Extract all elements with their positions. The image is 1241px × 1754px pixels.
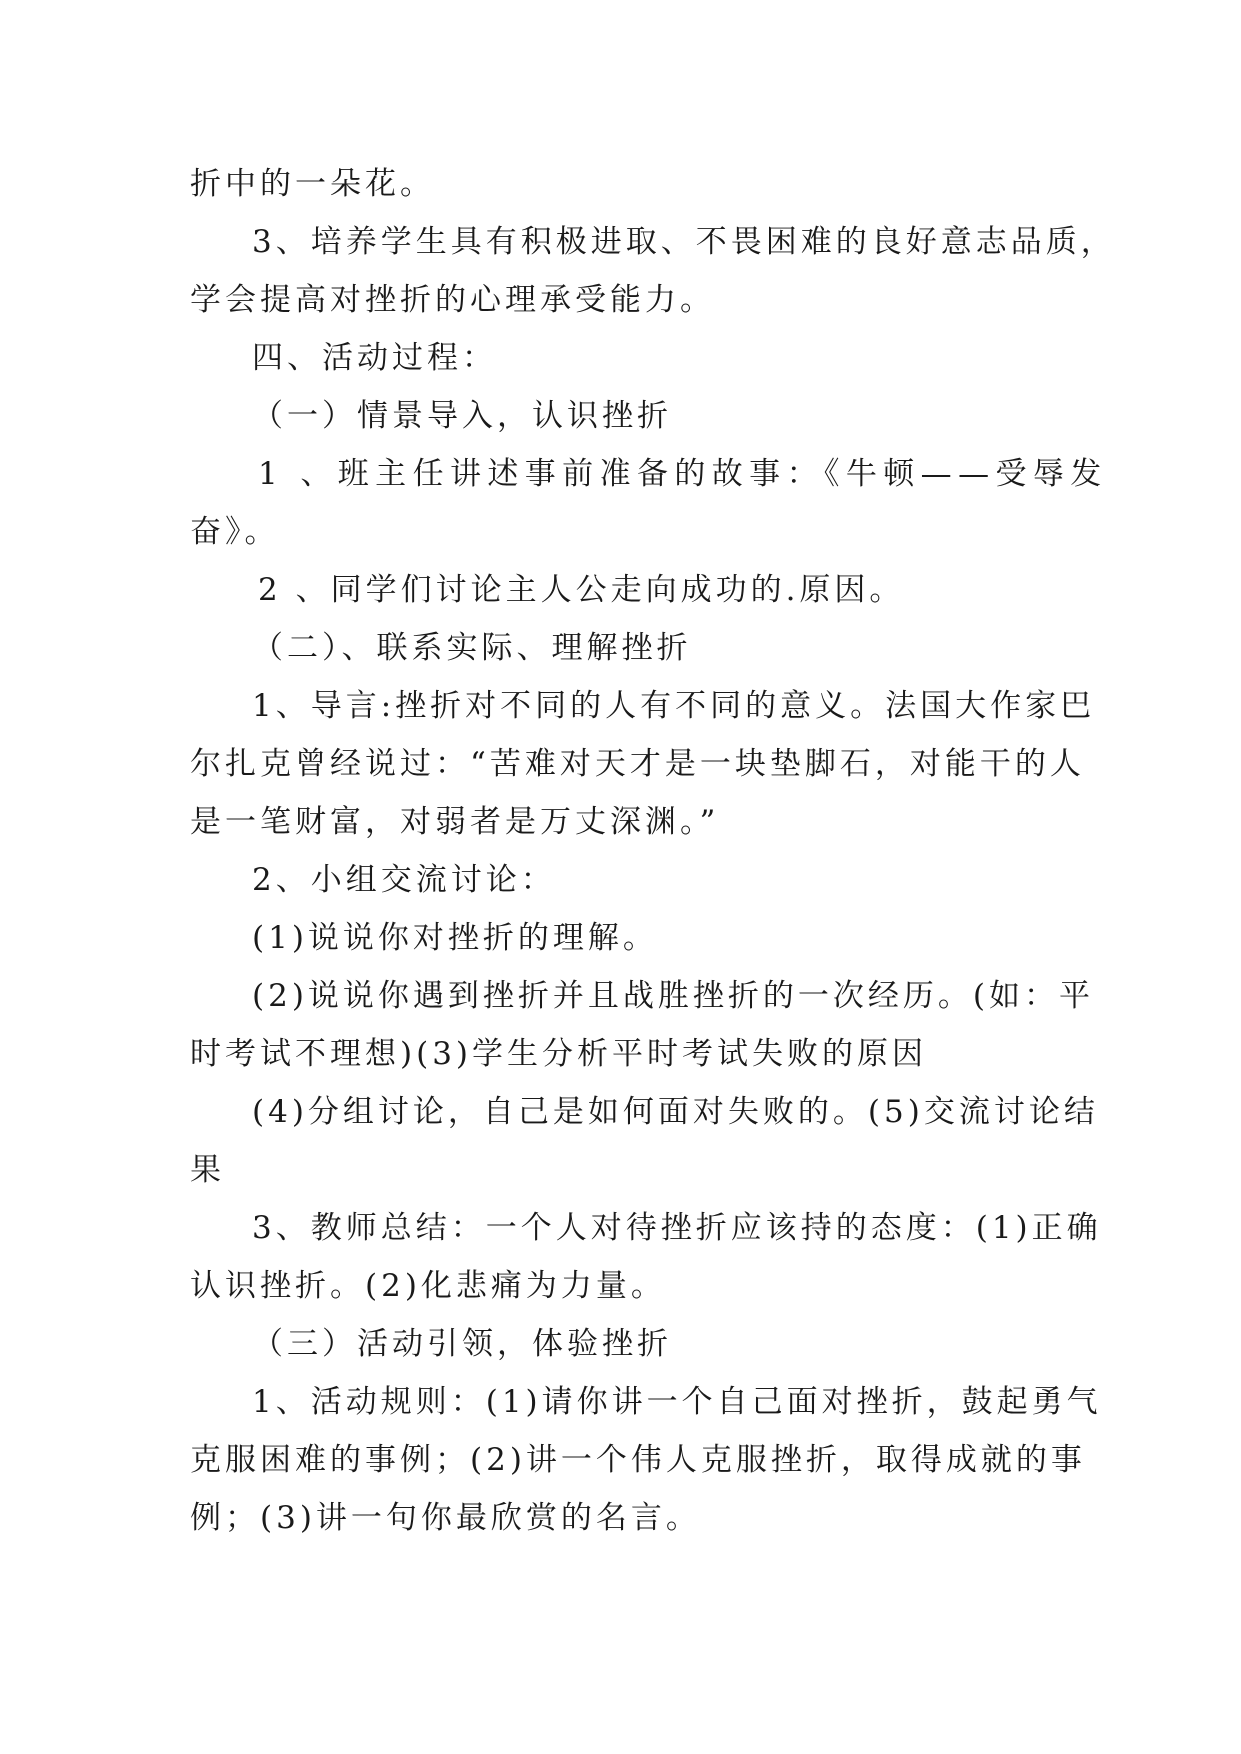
paragraph-line: 果 (190, 1152, 225, 1188)
paragraph-line: 是一笔财富，对弱者是万丈深渊。” (190, 804, 720, 840)
paragraph-line: 尔扎克曾经说过：“苦难对天才是一块垫脚石，对能干的人 (190, 746, 1085, 782)
subsection-heading: （一）情景导入，认识挫折 (252, 398, 672, 434)
paragraph-line: 折中的一朵花。 (190, 166, 435, 202)
paragraph-line: 例；(3)讲一句你最欣赏的名言。 (190, 1500, 701, 1536)
paragraph-line: (4)分组讨论，自己是如何面对失败的。(5)交流讨论结 (252, 1094, 1099, 1130)
paragraph-line: 奋》。 (190, 514, 280, 550)
paragraph-line: 学会提高对挫折的心理承受能力。 (190, 282, 715, 318)
section-heading: 四、活动过程： (252, 340, 497, 376)
paragraph-line: 2 、同学们讨论主人公走向成功的.原因。 (258, 572, 905, 608)
paragraph-line: 3、教师总结：一个人对待挫折应该持的态度：(1)正确 (252, 1210, 1102, 1246)
paragraph-line: 克服困难的事例；(2)讲一个伟人克服挫折，取得成就的事 (190, 1442, 1086, 1478)
paragraph-line: 3、培养学生具有积极进取、不畏困难的良好意志品质， (252, 224, 1116, 260)
paragraph-line: 1、活动规则：(1)请你讲一个自己面对挫折，鼓起勇气 (252, 1384, 1102, 1420)
paragraph-line: 认识挫折。(2)化悲痛为力量。 (190, 1268, 666, 1304)
paragraph-line: 2、小组交流讨论： (252, 862, 556, 898)
paragraph-line: (1)说说你对挫折的理解。 (252, 920, 658, 956)
subsection-heading: （三）活动引领，体验挫折 (252, 1326, 672, 1362)
subsection-heading: （二）、联系实际、理解挫折 (252, 630, 692, 666)
paragraph-line: 1 、班主任讲述事前准备的故事：《牛顿——受辱发 (258, 456, 1108, 492)
paragraph-line: (2)说说你遇到挫折并且战胜挫折的一次经历。(如：平 (252, 978, 1095, 1014)
paragraph-line: 1、导言:挫折对不同的人有不同的意义。法国大作家巴 (252, 688, 1096, 724)
paragraph-line: 时考试不理想)(3)学生分析平时考试失败的原因 (190, 1036, 928, 1072)
